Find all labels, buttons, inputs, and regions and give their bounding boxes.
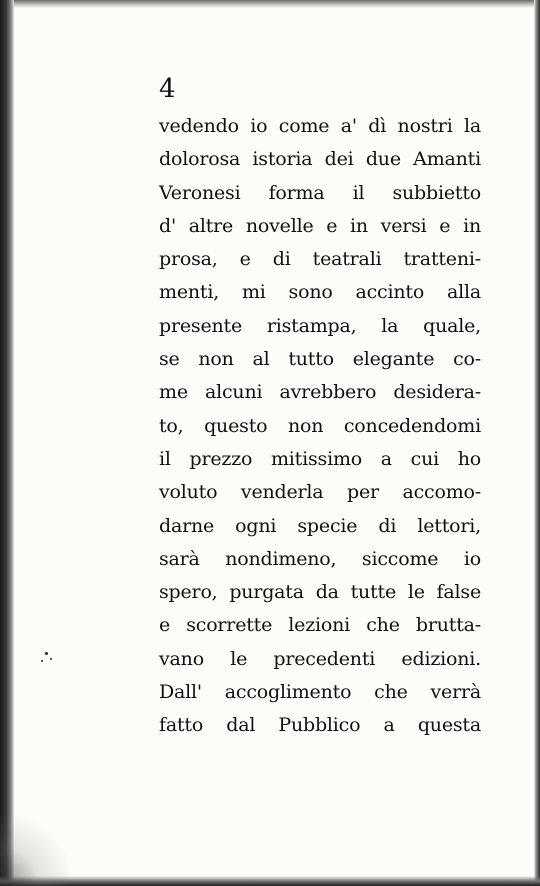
ink-speck	[41, 660, 43, 662]
text-line: dolorosa istoria dei due Amanti	[159, 148, 481, 171]
text-line: sarà nondimeno, siccome io	[159, 547, 481, 570]
text-line: e scorrette lezioni che brutta-	[159, 614, 481, 637]
text-line: prosa, e di teatrali tratteni-	[159, 248, 481, 271]
text-line: spero, purgata da tutte le false	[159, 581, 481, 604]
text-line: darne ogni specie di lettori,	[159, 514, 481, 537]
text-line: to, questo non concedendomi	[159, 414, 481, 437]
text-line: vedendo io come a' dì nostri la	[159, 115, 481, 137]
text-line: d' altre novelle e in versi e in	[159, 214, 481, 237]
page-bottom-edge	[0, 876, 540, 886]
ink-speck	[45, 652, 48, 655]
page-right-edge	[534, 0, 540, 886]
page-number: 4	[159, 74, 176, 104]
text-line: menti, mi sono accinto alla	[159, 281, 481, 304]
text-line: me alcuni avrebbero desidera-	[159, 381, 481, 404]
text-line: fatto dal Pubblico a questa	[159, 714, 481, 737]
page-corner-shadow	[0, 816, 70, 886]
page-top-edge	[0, 0, 540, 8]
body-text	[159, 110, 481, 743]
text-line: voluto venderla per accomo-	[159, 481, 481, 504]
text-line: Veronesi forma il subbietto	[159, 181, 481, 204]
text-line: Dall' accoglimento che verrà	[159, 681, 481, 704]
text-line: se non al tutto elegante co-	[159, 348, 481, 371]
ink-speck	[50, 658, 52, 660]
page-left-edge	[0, 0, 14, 886]
text-line: presente ristampa, la quale,	[159, 314, 481, 337]
text-line: vano le precedenti edizioni.	[159, 647, 481, 670]
text-line: il prezzo mitissimo a cui ho	[159, 447, 481, 470]
